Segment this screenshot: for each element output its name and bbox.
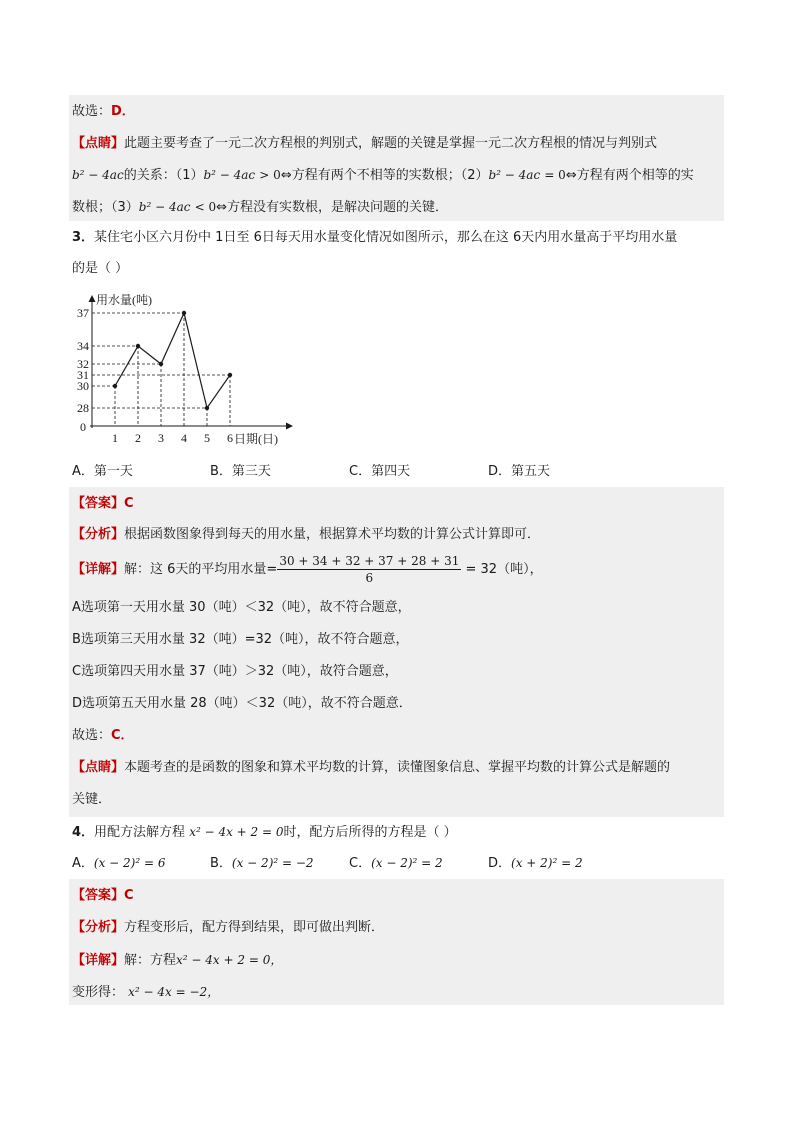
- data-point-day-1: [113, 384, 117, 388]
- q4-option-b[interactable]: B．(x − 2)² = −2: [210, 856, 314, 871]
- y-tick-30: 30: [77, 379, 89, 393]
- q4-detail: 【详解】解：方程x² − 4x + 2 = 0，: [72, 953, 283, 968]
- q2-comment-line2: b² − 4ac的关系：（1）b² − 4ac > 0⇔方程有两个不相等的实数根；（2）b² − 4ac = 0⇔方程有两个相等的实: [72, 168, 694, 183]
- water-usage-chart: [70, 292, 310, 452]
- q2-comment-line1: 【点睛】此题主要考查了一元二次方程根的判别式，解题的关键是掌握一元二次方程根的情况与判别式: [72, 136, 658, 151]
- x-tick-6: 6: [227, 431, 233, 445]
- q3-option-b[interactable]: B．第三天: [210, 464, 271, 479]
- x-tick-5: 5: [204, 431, 210, 445]
- q3-option-d[interactable]: D．第五天: [488, 464, 551, 479]
- q2-choice: 故选：D．: [72, 104, 135, 119]
- q2-choice-letter: D．: [111, 104, 135, 119]
- q4-transform: 变形得： x² − 4x = −2，: [72, 985, 220, 1000]
- y-tick-34: 34: [77, 339, 89, 353]
- q4-analysis: 【分析】方程变形后，配方得到结果，即可做出判断．: [72, 920, 385, 935]
- data-point-day-2: [136, 344, 140, 348]
- q4-option-c[interactable]: C．(x − 2)² = 2: [349, 856, 443, 871]
- chart-y-ticks: [77, 306, 89, 415]
- data-point-day-4: [182, 311, 186, 315]
- q3-option-d-check: D选项第五天用水量 28（吨）＜32（吨），故不符合题意．: [72, 696, 412, 711]
- x-tick-1: 1: [112, 431, 118, 445]
- q3-choice: 故选：C．: [72, 728, 134, 743]
- q3-analysis: 【分析】根据函数图象得到每天的用水量，根据算术平均数的计算公式计算即可．: [72, 527, 541, 542]
- x-tick-3: 3: [158, 431, 164, 445]
- q3-answer-letter: C: [124, 496, 134, 511]
- q4-answer-letter: C: [124, 888, 134, 903]
- average-fraction: $\frac{30 + 34 + 32 + 37 + 28 + 31}{6}$: [279, 554, 460, 585]
- y-tick-31: 31: [77, 368, 89, 382]
- chart-y-label: 用水量(吨): [96, 293, 152, 307]
- chart-series-line: [115, 313, 230, 408]
- q3-option-a-check: A选项第一天用水量 30（吨）＜32（吨），故不符合题意，: [72, 600, 411, 615]
- q4-option-a[interactable]: A．(x − 2)² = 6: [72, 856, 166, 871]
- data-point-day-6: [228, 373, 232, 377]
- y-tick-28: 28: [77, 401, 89, 415]
- q3-stem-line2: 的是（ ）: [72, 261, 129, 276]
- q3-option-a[interactable]: A．第一天: [72, 464, 133, 479]
- chart-x-label: 日期(日): [234, 432, 278, 446]
- chart-guide-lines: [92, 313, 230, 426]
- q3-answer: 【答案】C: [72, 496, 134, 511]
- chart-x-ticks: [112, 431, 233, 445]
- y-tick-32: 32: [77, 357, 89, 371]
- q4-option-d[interactable]: D．(x + 2)² = 2: [488, 856, 583, 871]
- q3-comment-line1: 【点睛】本题考查的是函数的图象和算术平均数的计算，读懂图象信息、掌握平均数的计算公式是解题的: [72, 760, 671, 775]
- q3-option-b-check: B选项第三天用水量 32（吨）=32（吨），故不符合题意，: [72, 632, 409, 647]
- q2-comment-tag: 【点睛】: [72, 136, 125, 151]
- data-point-day-5: [205, 406, 209, 410]
- q4-stem: 4．用配方法解方程 x² − 4x + 2 = 0时，配方后所得的方程是（ ）: [72, 825, 457, 840]
- q3-stem-line1: 3．某住宅小区六月份中 1日至 6日每天用水量变化情况如图所示，那么在这 6天内用水量高于平均用水量: [72, 230, 678, 245]
- q3-option-c-check: C选项第四天用水量 37（吨）＞32（吨），故符合题意，: [72, 664, 398, 679]
- data-point-day-3: [159, 362, 163, 366]
- q2-comment-line3: 数根；（3）b² − 4ac < 0⇔方程没有实数根，是解决问题的关键．: [72, 200, 449, 215]
- x-tick-4: 4: [181, 431, 187, 445]
- x-tick-2: 2: [135, 431, 141, 445]
- chart-points: [113, 311, 232, 410]
- q3-option-c[interactable]: C．第四天: [349, 464, 411, 479]
- q3-comment-line2: 关键．: [72, 792, 112, 807]
- q4-number: 4．: [72, 825, 95, 840]
- q3-detail: 【详解】解：这 6天的平均用水量= $\frac{30 + 34 + 32 + 37 + 28 + 31}{6}$ = 32（吨），: [72, 554, 543, 585]
- q3-number: 3．: [72, 230, 95, 245]
- chart-origin-label: 0: [80, 420, 86, 434]
- y-tick-37: 37: [77, 306, 89, 320]
- q4-answer: 【答案】C: [72, 888, 134, 903]
